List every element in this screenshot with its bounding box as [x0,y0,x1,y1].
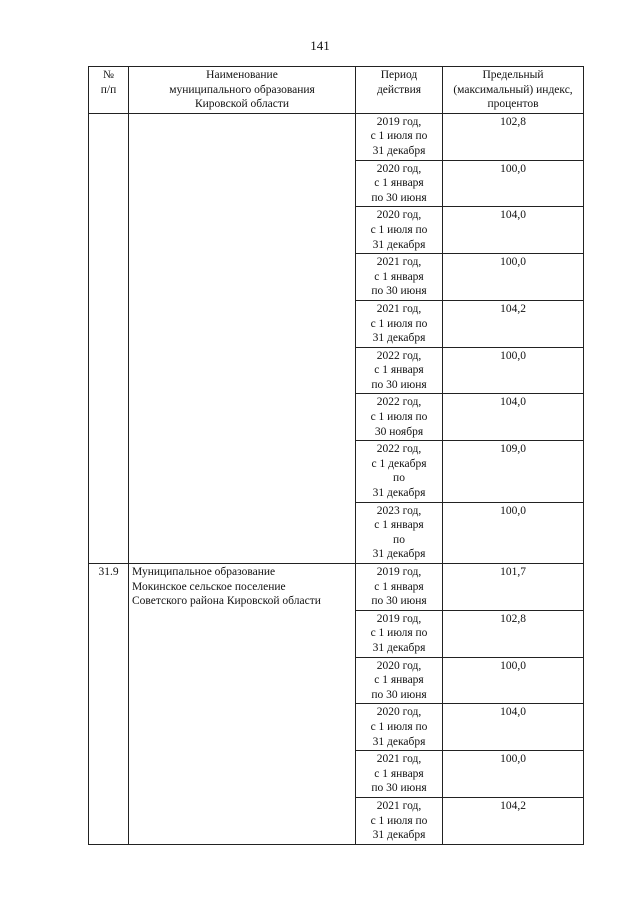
period-line: с 1 июля по [370,720,428,733]
municipality-name-line: Муниципальное образование [132,566,276,578]
period-line: с 1 июля по [370,130,428,143]
period-cell [356,657,443,704]
period-line: с 1 января [374,364,424,377]
period-line: 31 декабря [372,487,426,500]
period-line: 2021 год, [376,799,422,812]
header-period-line: Период [380,69,418,81]
period-line: 30 ноября [374,425,424,438]
municipality-name-line: Мокинское сельское поселение [132,580,286,593]
period-line: с 1 января [374,177,424,190]
period-line: с 1 января [374,674,424,687]
period-cell [356,751,443,798]
period-line: с 1 декабря [371,457,427,470]
period-line: 2021 год, [376,256,422,269]
period-line: 2022 год, [376,443,422,456]
period-line: 2019 год, [376,566,422,578]
period-cell [356,564,443,611]
period-line: с 1 июля по [370,814,428,827]
period-line: с 1 января [374,270,424,283]
period-cell [356,502,443,563]
period-cell [356,300,443,347]
period-line: 31 декабря [372,829,426,842]
period-line: с 1 июля по [370,411,428,424]
period-cell [356,113,443,160]
page-number: 141 [310,38,330,53]
period-line: 2022 год, [376,349,422,362]
index-value-cell: 100,0 [443,160,584,207]
header-index-line: процентов [487,98,539,111]
index-value-cell: 104,0 [443,207,584,254]
period-line: 31 декабря [372,332,426,345]
header-num-line: № [103,69,114,81]
period-line: 2020 год, [376,659,422,672]
index-value-cell: 104,2 [443,300,584,347]
period-line: с 1 июля по [370,223,428,236]
index-value-cell: 100,0 [443,657,584,704]
period-line: по 30 июня [371,595,427,608]
header-period [356,67,443,114]
row-number-cell: 31.9 [89,564,129,845]
period-line: с 1 января [374,580,424,593]
period-cell [356,797,443,844]
table-row [89,113,584,160]
index-value-cell: 102,8 [443,610,584,657]
period-line: по 30 июня [371,191,427,204]
header-num [89,67,129,114]
period-line: с 1 января [374,767,424,780]
period-line: 2020 год, [376,162,422,175]
index-value-cell: 100,0 [443,751,584,798]
index-value-cell: 101,7 [443,564,584,611]
header-index-line: (максимальный) индекс, [453,83,573,96]
header-name [129,67,356,114]
period-line: по [393,472,405,485]
period-line: по [393,533,405,546]
period-line: 2022 год, [376,396,422,409]
header-name-line: Наименование [206,69,278,81]
period-cell [356,207,443,254]
period-line: по 30 июня [371,688,427,701]
period-cell [356,394,443,441]
period-line: 2020 год, [376,706,422,719]
period-cell [356,441,443,502]
period-line: 2019 год, [376,612,422,625]
header-name-line: муниципального образования [169,83,315,96]
table-row [89,564,584,611]
header-period-line: действия [376,83,422,96]
period-line: 31 декабря [372,641,426,654]
period-line: 31 декабря [372,548,426,561]
municipality-name-cell [129,113,356,563]
period-line: 2021 год, [376,302,422,315]
index-value-cell: 104,0 [443,394,584,441]
header-name-line: Кировской области [194,98,290,111]
index-value-cell: 104,2 [443,797,584,844]
period-line: 2021 год, [376,753,422,766]
period-cell [356,610,443,657]
header-num-line: п/п [100,83,117,96]
municipality-name-cell [129,564,356,845]
period-line: по 30 июня [371,285,427,298]
period-line: 2023 год, [376,504,422,517]
period-cell [356,254,443,301]
period-cell [356,347,443,394]
period-line: по 30 июня [371,782,427,795]
header-index [443,67,584,114]
period-line: 31 декабря [372,144,426,157]
period-line: по 30 июня [371,378,427,391]
index-value-cell: 104,0 [443,704,584,751]
period-line: 31 декабря [372,735,426,748]
table-header-row [89,67,584,114]
table-body [89,113,584,844]
tariff-index-table [88,66,584,845]
municipality-name-line: Советского района Кировской области [132,595,321,608]
index-value-cell: 109,0 [443,441,584,502]
period-line: 2020 год, [376,209,422,222]
period-line: 2019 год, [376,115,422,128]
period-cell [356,160,443,207]
period-line: 31 декабря [372,238,426,251]
index-value-cell: 100,0 [443,502,584,563]
row-number-cell [89,113,129,563]
period-line: с 1 июля по [370,317,428,330]
index-value-cell: 100,0 [443,347,584,394]
period-cell [356,704,443,751]
period-line: с 1 июля по [370,627,428,640]
index-value-cell: 100,0 [443,254,584,301]
header-index-line: Предельный [482,69,544,81]
index-value-cell: 102,8 [443,113,584,160]
period-line: с 1 января [374,519,424,532]
